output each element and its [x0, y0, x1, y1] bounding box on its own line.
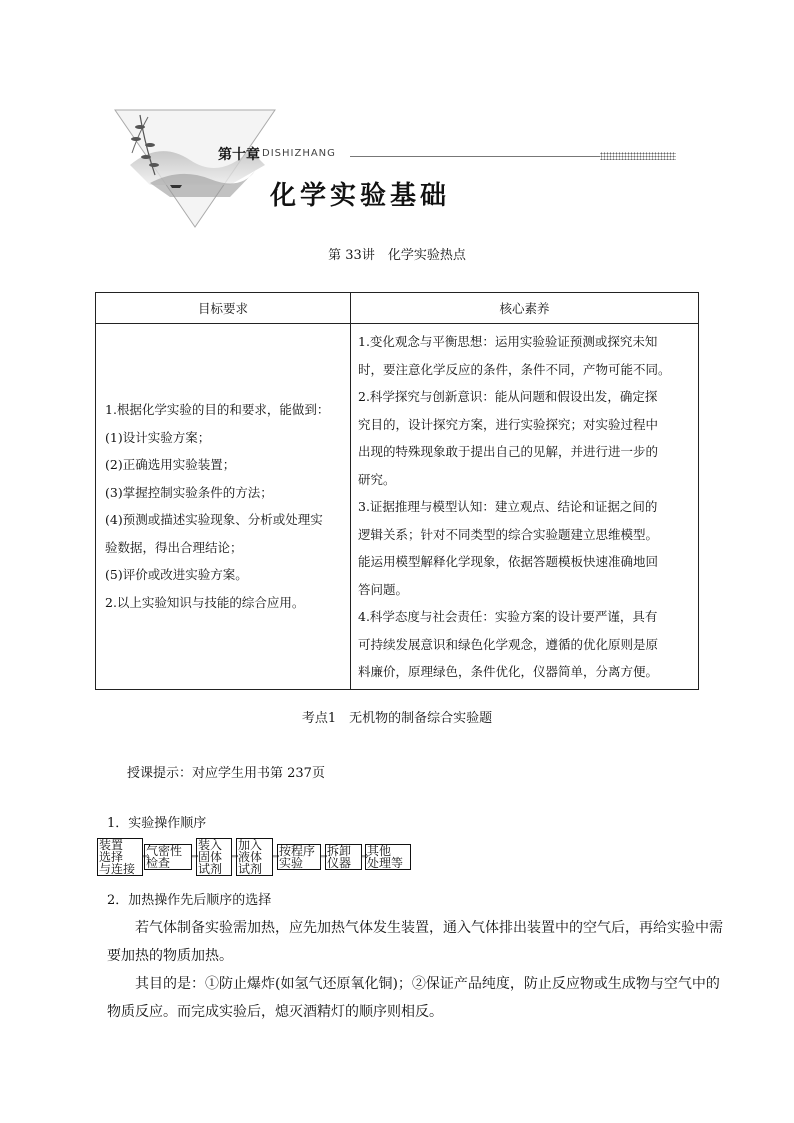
- flow-step-line: 装入: [198, 838, 223, 852]
- core-literacy-line: 能运用模型解释化学现象，依据答题模板快速准确地回: [358, 554, 659, 569]
- flow-step-line: 与连接: [99, 862, 136, 876]
- flow-arrow-icon: ⇨: [142, 852, 150, 862]
- flow-step-line: 装置: [99, 838, 124, 852]
- flow-step-box: [97, 838, 143, 876]
- flow-step-line: 液体: [238, 850, 263, 864]
- goals-cell: [96, 324, 351, 690]
- core-literacy-line: 出现的特殊现象敢于提出自己的见解，并进行进一步的: [358, 444, 659, 459]
- flow-step-line: 实验: [279, 856, 304, 870]
- flow-step-line: 仪器: [327, 856, 352, 870]
- flow-step-box: [277, 844, 321, 870]
- flow-arrow-icon: ⇨: [231, 852, 239, 862]
- goals-table: [95, 292, 699, 690]
- core-literacy-line: 4.科学态度与社会责任：实验方案的设计要严谨，具有: [358, 609, 658, 624]
- goal-line: 2.以上实验知识与技能的综合应用。: [105, 594, 305, 610]
- chapter-title: 化学实验基础: [270, 181, 451, 211]
- core-literacy-line: 时，要注意化学反应的条件，条件不同，产物可能不同。: [358, 361, 671, 377]
- core-literacy-cell: [351, 324, 699, 690]
- flow-step-box: [236, 838, 273, 876]
- lecture-title: 第 33讲 化学实验热点: [328, 248, 466, 263]
- goal-line: (1)设计实验方案；: [105, 429, 211, 445]
- kaodian-title: 考点1 无机物的制备综合实验题: [301, 711, 493, 726]
- flow-step-box: [325, 844, 362, 870]
- teaching-hint: 授课提示：对应学生用书第 237页: [127, 766, 325, 781]
- core-literacy-line: 1.变化观念与平衡思想：运用实验验证预测或探究未知: [358, 334, 658, 349]
- flow-step-line: 选择: [99, 850, 124, 864]
- flow-step-box: [144, 844, 192, 870]
- paragraph-purpose: 其目的是：①防止爆炸(如氢气还原氧化铜)；②保证产品纯度，防止反应物或生成物与空气中的物质反应。而完成实验后，熄灭酒精灯的顺序则相反。: [107, 976, 720, 1020]
- goal-line: (3)掌握控制实验条件的方法；: [105, 484, 273, 500]
- core-literacy-line: 2.科学探究与创新意识：能从问题和假设出发，确定探: [358, 389, 658, 404]
- goal-line: (5)评价或改进实验方案。: [105, 567, 248, 583]
- paragraph-heating-order: 若气体制备实验需加热，应先加热气体发生装置，通入气体排出装置中的空气后，再给实验中需要加热的物质加热。: [107, 920, 723, 964]
- core-literacy-lines: [352, 325, 697, 688]
- flow-step-line: 其他: [367, 844, 392, 858]
- core-literacy-line: 可持续发展意识和绿色化学观念，遵循的优化原则是原: [358, 636, 659, 652]
- core-literacy-line: 答问题。: [358, 581, 409, 597]
- chapter-dots: [600, 152, 676, 160]
- section1-title: 1．实验操作顺序: [107, 816, 207, 831]
- flow-step-line: 试剂: [238, 862, 263, 876]
- core-literacy-line: 逻辑关系；针对不同类型的综合实验题建立思维模型。: [358, 526, 659, 542]
- flow-step-line: 试剂: [198, 862, 223, 876]
- chapter-pinyin: DISHIZHANG: [262, 148, 336, 159]
- flow-step-line: 检查: [146, 856, 171, 870]
- flow-arrow-icon: ⇨: [272, 852, 280, 862]
- flow-step-line: 处理等: [367, 856, 404, 870]
- goal-line: 1.根据化学实验的目的和要求，能做到：: [105, 402, 330, 418]
- goal-line: (2)正确选用实验装置；: [105, 457, 236, 473]
- core-literacy-line: 研究。: [358, 471, 396, 487]
- col-header-core-literacy: 核心素养: [351, 293, 699, 324]
- flow-step-line: 拆卸: [327, 844, 352, 858]
- flow-arrow-icon: ⇨: [361, 852, 369, 862]
- chapter-header-decoration: [110, 105, 280, 230]
- section2-title: 2．加热操作先后顺序的选择: [107, 893, 272, 908]
- goal-line: (4)预测或描述实验现象、分析或处理实: [105, 512, 323, 528]
- goal-line: 验数据，得出合理结论；: [105, 539, 243, 555]
- flow-step-line: 固体: [198, 850, 223, 864]
- flow-arrow-icon: ⇨: [191, 852, 199, 862]
- flow-step-box: [196, 838, 232, 876]
- goals-lines: [97, 396, 349, 616]
- core-literacy-line: 究目的，设计探究方案，进行实验探究；对实验过程中: [358, 416, 659, 432]
- table-row: [96, 324, 699, 690]
- col-header-goals: 目标要求: [96, 293, 351, 324]
- chapter-rule: [350, 156, 600, 157]
- flow-step-line: 按程序: [279, 844, 316, 858]
- flow-step-line: 气密性: [146, 844, 183, 858]
- core-literacy-line: 料廉价，原理绿色，条件优化，仪器简单，分离方便。: [358, 664, 659, 679]
- table-header-row: [96, 293, 699, 324]
- flow-step-box: [365, 844, 411, 870]
- flow-step-line: 加入: [238, 838, 263, 852]
- flow-arrow-icon: ⇨: [320, 852, 328, 862]
- core-literacy-line: 3.证据推理与模型认知：建立观点、结论和证据之间的: [358, 499, 658, 514]
- chapter-label: 第十章: [218, 147, 260, 163]
